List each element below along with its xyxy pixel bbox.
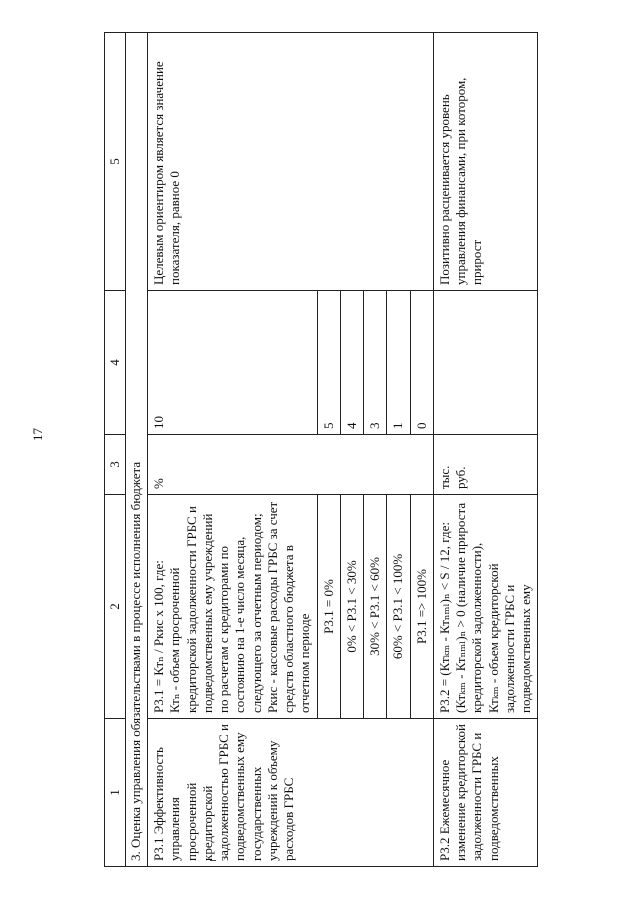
p31-score-3: 3: [364, 291, 387, 435]
section-title: 3. Оценка управления обязательствами в процессе исполнения бюджета: [126, 33, 148, 867]
p31-desc2: Ркис - кассовые расходы ГРБС за счет средств областного бюджета в отчетном периоде: [264, 501, 313, 713]
p32-formula: Р3.2 = (Ктₖₘ - Ктₙₘₗ)ₙ < S / 12, где:: [436, 522, 452, 713]
p31-formula-cell: [148, 495, 318, 719]
p31-cond-2: 0% < Р3.1 < 30%: [340, 495, 363, 719]
p32-target: Позитивно расценивается уровень управления финансами, при котором, прирост: [433, 33, 538, 291]
p31-main-row: [148, 33, 318, 867]
rotated-table-container: [104, 33, 532, 867]
p31-cond-1: Р3.1 = 0%: [317, 495, 340, 719]
page-number: 17: [30, 428, 45, 441]
p32-max-score: [433, 291, 538, 435]
p31-max-score: 10: [148, 291, 318, 435]
p32-row: [433, 33, 538, 867]
header-cell-1: 1: [105, 719, 126, 867]
p32-line3: Ктₖₘ - объем кредиторской задолженности ГРБС и подведомственных ему: [485, 563, 533, 713]
p32-name: Р3.2 Ежемесячное изменение кредиторской задолженности ГРБС и подведомственных: [433, 719, 538, 867]
header-cell-3: 3: [105, 435, 126, 495]
p31-unit: %: [148, 435, 434, 495]
p31-score-5: 0: [410, 291, 433, 435]
section-row: [126, 33, 148, 867]
p32-unit: тыс. руб.: [433, 435, 538, 495]
header-cell-4: 4: [105, 291, 126, 435]
header-cell-2: 2: [105, 495, 126, 719]
evaluation-table: [104, 32, 538, 867]
header-row: [105, 33, 126, 867]
p31-target: Целевым ориентиром является значение показателя, равное 0: [148, 33, 434, 291]
header-cell-5: 5: [105, 33, 126, 291]
p31-cond-5: Р3.1 => 100%: [410, 495, 433, 719]
p32-formula-cell: [433, 495, 538, 719]
p32-line2: (Ктₖₘ - Ктₙₘₗ)ₙ > 0 (наличие прироста кредиторской задолженности),: [453, 502, 485, 713]
p31-cond-3: 30% < Р3.1 < 60%: [364, 495, 387, 719]
p31-score-4: 1: [387, 291, 410, 435]
p31-name: Р3.1 Эффективность управления просроченной кредиторской задолженностью ГРБС и подведомственных ему государственных учреждений к объему расходов ГРБС: [148, 719, 434, 867]
p31-score-1: 5: [317, 291, 340, 435]
p31-desc1: Ктₙ - объем просроченной кредиторской задолженности ГРБС и подведомственных ему учреждений по расчетам с кредиторами по состоянию на 1-е число месяца, следующего за отчетным периодом;: [167, 506, 264, 713]
p31-formula: Р3.1 = Ктₙ / Ркис х 100, где:: [151, 560, 166, 713]
p31-score-2: 4: [340, 291, 363, 435]
p31-cond-4: 60% < Р3.1 < 100%: [387, 495, 410, 719]
